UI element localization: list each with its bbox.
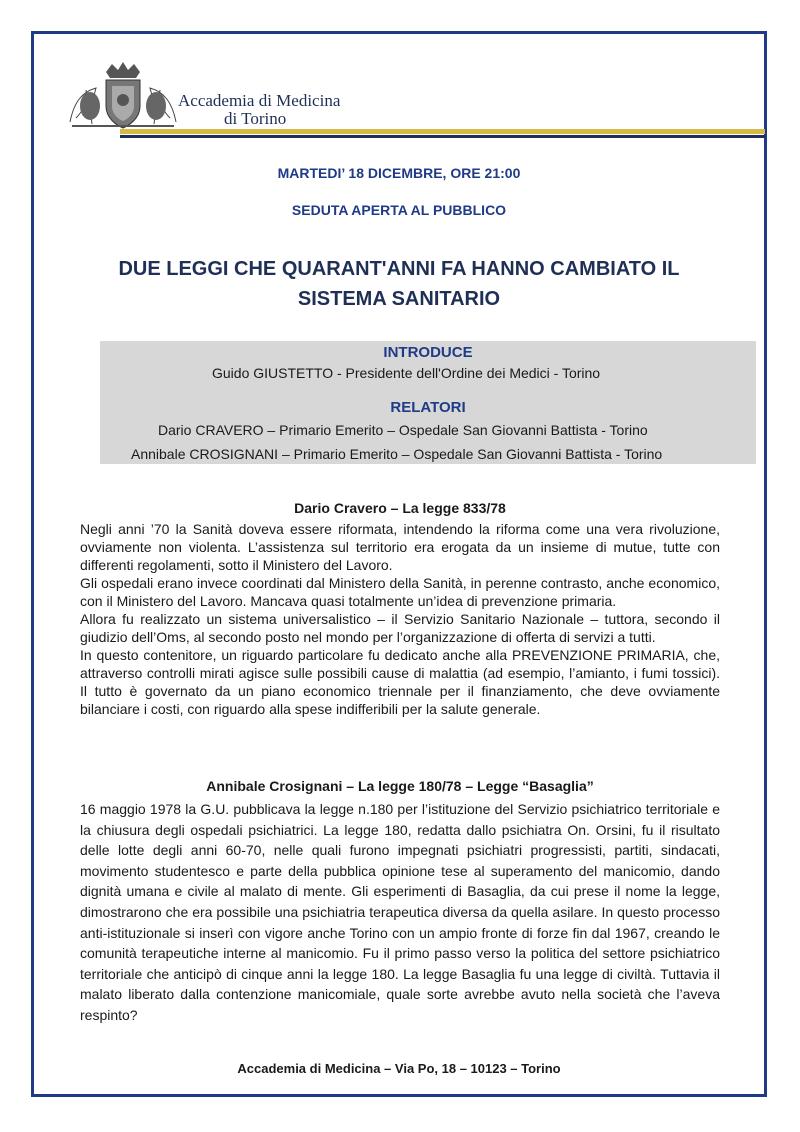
event-date: MARTEDI’ 18 DICEMBRE, ORE 21:00 [277,165,521,181]
speakers-box [100,341,756,464]
wordmark-line-1: Accademia di Medicina [178,91,341,110]
header-rule-navy [120,135,765,138]
event-title [33,254,765,314]
relatore-2: Annibale CROSIGNANI – Primario Emerito – Ospedale San Giovanni Battista - Torino [131,446,663,462]
academy-wordmark [178,92,340,128]
section-2-body [80,799,720,1026]
section-1-heading: Dario Cravero – La legge 833/78 [294,500,506,516]
footer-address: Accademia di Medicina – Via Po, 18 – 10123 – Torino [237,1061,561,1076]
section-1-paragraph: Negli anni ’70 la Sanità doveva essere riformata, intendendo la riforma come una vera rivoluzione, ovviamente non violenta. L’assistenza sul territorio era erogata da un insieme di mutue, tutte con differenti regolamenti, sotto il Ministero del Lavoro. [80,521,720,573]
event-session: SEDUTA APERTA AL PUBBLICO [291,202,507,218]
section-1-paragraph: Gli ospedali erano invece coordinati dal Ministero della Sanità, in perenne contrasto, anche economico, con il Ministero del Lavoro. Mancava quasi totalmente un’idea di prevenzione primaria. [80,575,720,609]
section-2-heading: Annibale Crosignani – La legge 180/78 – Legge “Basaglia” [206,778,594,794]
introduce-heading: INTRODUCE [383,344,473,361]
section-1-paragraph: Allora fu realizzato un sistema universalistico – il Servizio Sanitario Nazionale – tuttora, secondo il giudizio dell’Oms, al secondo posto nel mondo per l’organizzazione di offerta di servizi a tutti. [80,611,720,645]
section-2-paragraph: 16 maggio 1978 la G.U. pubblicava la legge n.180 per l’istituzione del Servizio psichiatrico territoriale e la chiusura degli ospedali psichiatrici. La legge 180, redatta dallo psichiatra On. Orsini, fu il risultato delle lotte degli anni 60-70, nelle quali furono impegnati psichiatri progressisti, partiti, sindacati, movimento studentesco e parte della pubblica opinione tese al superamento del manicomio, dando dignità umana e civile al malato di mente. Gli esperimenti di Basaglia, da cui prese il nome la legge, dimostrarono che era possibile una psichiatria terapeutica diversa da quella asilare. In questo processo anti-istituzionale si inserì con vigore anche Torino con un ampio fronte di forze fin dal 1967, creando le comunità terapeutiche interne al manicomio. Fu il primo passo verso la politica del settore psichiatrico territoriale che anticipò di cinque anni la legge 180. La legge Basaglia fu una legge di civiltà. Tuttavia il malato liberato dalla contenzione manicomiale, quale sorte avrebbe avuto nella società che l’aveva respinto? [80,801,720,1023]
crest-emblem-icon [62,62,184,130]
title-line-1: DUE LEGGI CHE QUARANT'ANNI FA HANNO CAMBIATO IL [118,258,680,280]
relatore-1: Dario CRAVERO – Primario Emerito – Ospedale San Giovanni Battista - Torino [158,422,648,438]
title-line-2: SISTEMA SANITARIO [297,288,501,310]
introducer: Guido GIUSTETTO - Presidente dell'Ordine dei Medici - Torino [212,365,601,381]
relatori-heading: RELATORI [390,399,466,416]
section-1-body [80,520,720,718]
section-1-paragraph: In questo contenitore, un riguardo particolare fu dedicato anche alla PREVENZIONE PRIMARIA, che, attraverso controlli mirati agisce sulle possibili cause di malattia (ad esempio, l’amianto, i fumi tossici). Il tutto è governato da un piano economico triennale per il finanziamento, che deve ovviamente bilanciare i costi, con riguardo alla spese indifferibili per la salute generale. [80,647,720,717]
wordmark-line-2: di Torino [224,108,287,128]
header-rule-gold [120,129,765,134]
